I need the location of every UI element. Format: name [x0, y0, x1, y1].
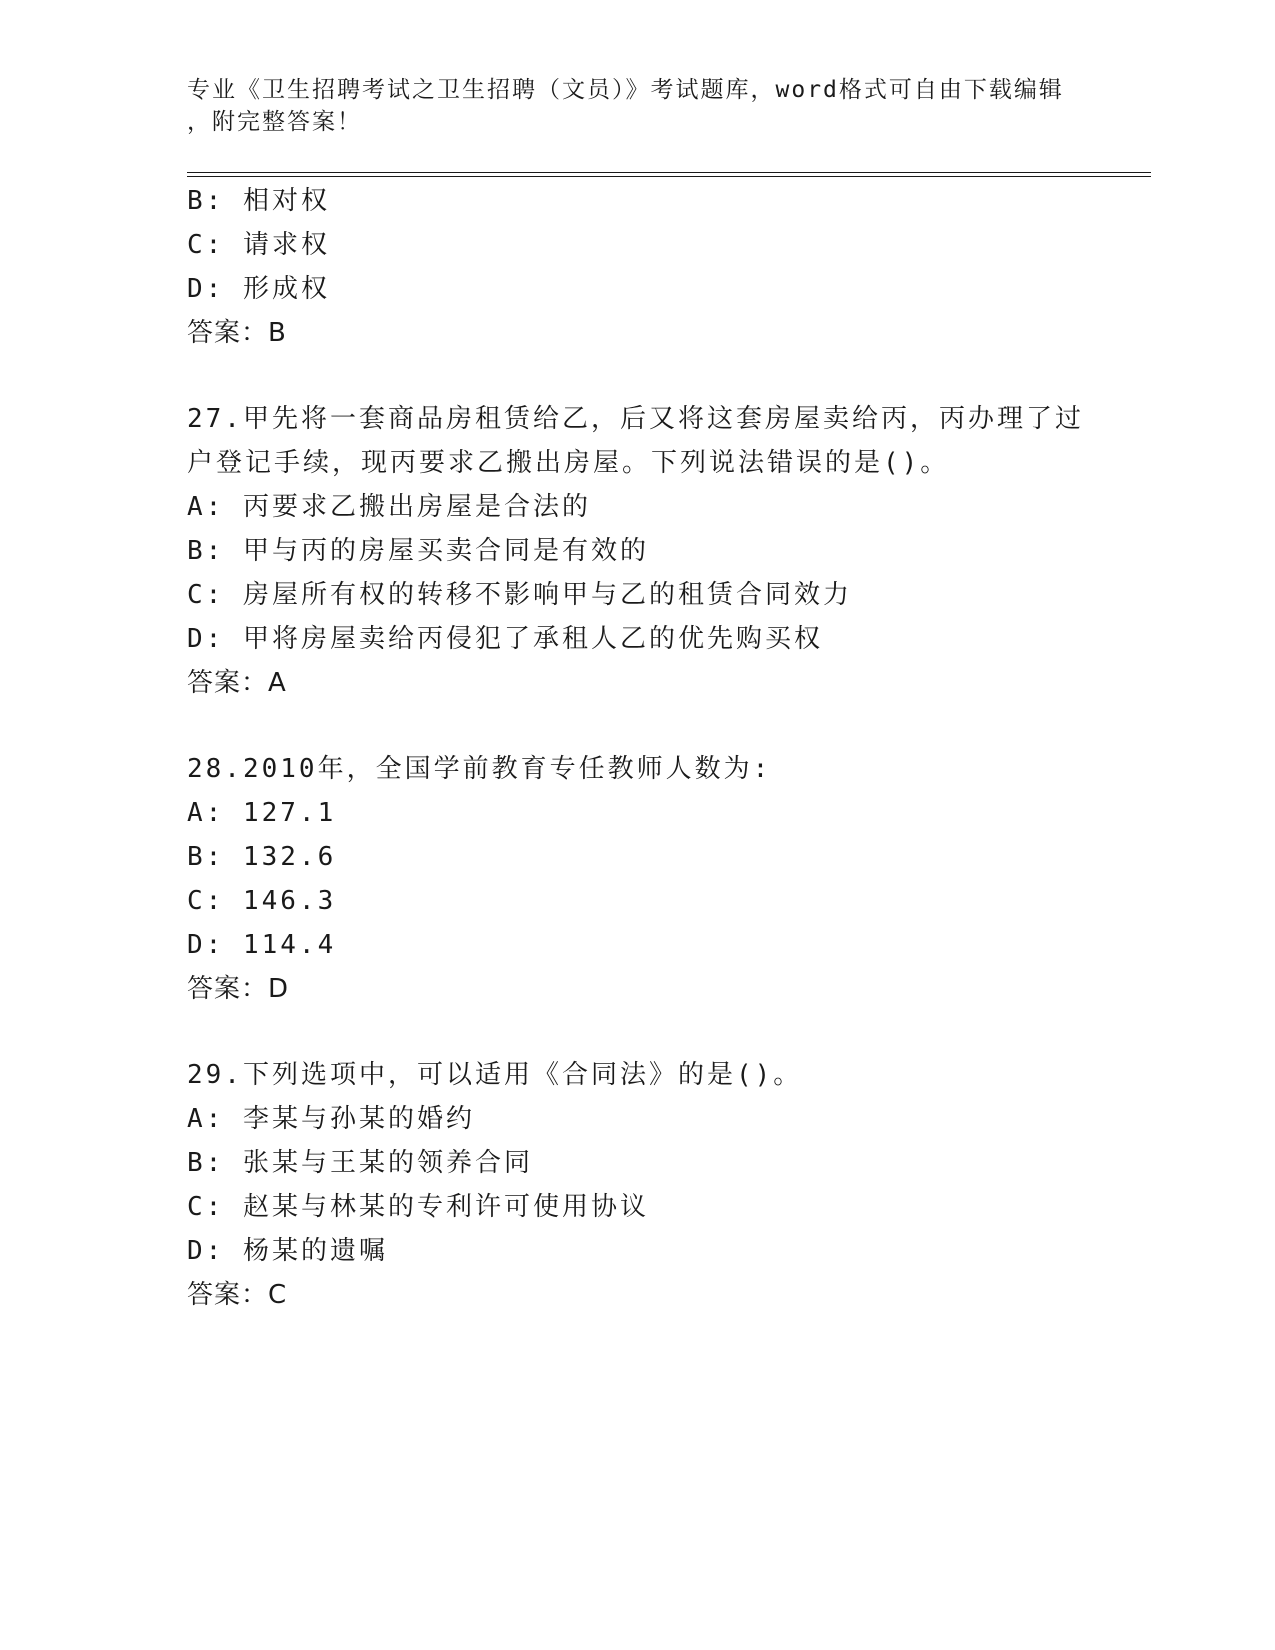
q28-answer: 答案：D	[187, 974, 290, 1004]
q29-option-b: B: 张某与王某的领养合同	[187, 1148, 533, 1178]
q28-question: 28.2010年，全国学前教育专任教师人数为:	[187, 754, 772, 784]
q28-option-a: A: 127.1	[187, 798, 337, 828]
q29-option-a: A: 李某与孙某的婚约	[187, 1104, 475, 1134]
header-line-2: ，附完整答案！	[187, 109, 362, 135]
header-line-1: 专业《卫生招聘考试之卫生招聘（文员）》考试题库，word格式可自由下载编辑	[187, 77, 1064, 103]
q27-option-d: D: 甲将房屋卖给丙侵犯了承租人乙的优先购买权	[187, 624, 823, 654]
q27-option-b: B: 甲与丙的房屋买卖合同是有效的	[187, 536, 649, 566]
header-divider-top	[187, 172, 1151, 173]
q26-option-c: C: 请求权	[187, 230, 330, 260]
q29-question: 29.下列选项中，可以适用《合同法》的是()。	[187, 1060, 803, 1090]
q27-question-line-2: 户登记手续，现丙要求乙搬出房屋。下列说法错误的是()。	[187, 448, 950, 478]
q29-answer: 答案：C	[187, 1280, 288, 1310]
q29-option-c: C: 赵某与林某的专利许可使用协议	[187, 1192, 649, 1222]
q29-option-d: D: 杨某的遗嘱	[187, 1236, 388, 1266]
q28-option-c: C: 146.3	[187, 886, 337, 916]
q27-option-a: A: 丙要求乙搬出房屋是合法的	[187, 492, 591, 522]
header-divider-bottom	[187, 176, 1151, 177]
q28-option-b: B: 132.6	[187, 842, 337, 872]
q26-answer: 答案：B	[187, 318, 287, 348]
q27-answer: 答案：A	[187, 668, 287, 698]
document-header	[187, 74, 1067, 138]
q28-option-d: D: 114.4	[187, 930, 337, 960]
q26-option-d: D: 形成权	[187, 274, 330, 304]
q27-option-c: C: 房屋所有权的转移不影响甲与乙的租赁合同效力	[187, 580, 852, 610]
q27-question-line-1: 27.甲先将一套商品房租赁给乙，后又将这套房屋卖给丙，丙办理了过	[187, 404, 1084, 434]
q26-option-b: B: 相对权	[187, 186, 330, 216]
